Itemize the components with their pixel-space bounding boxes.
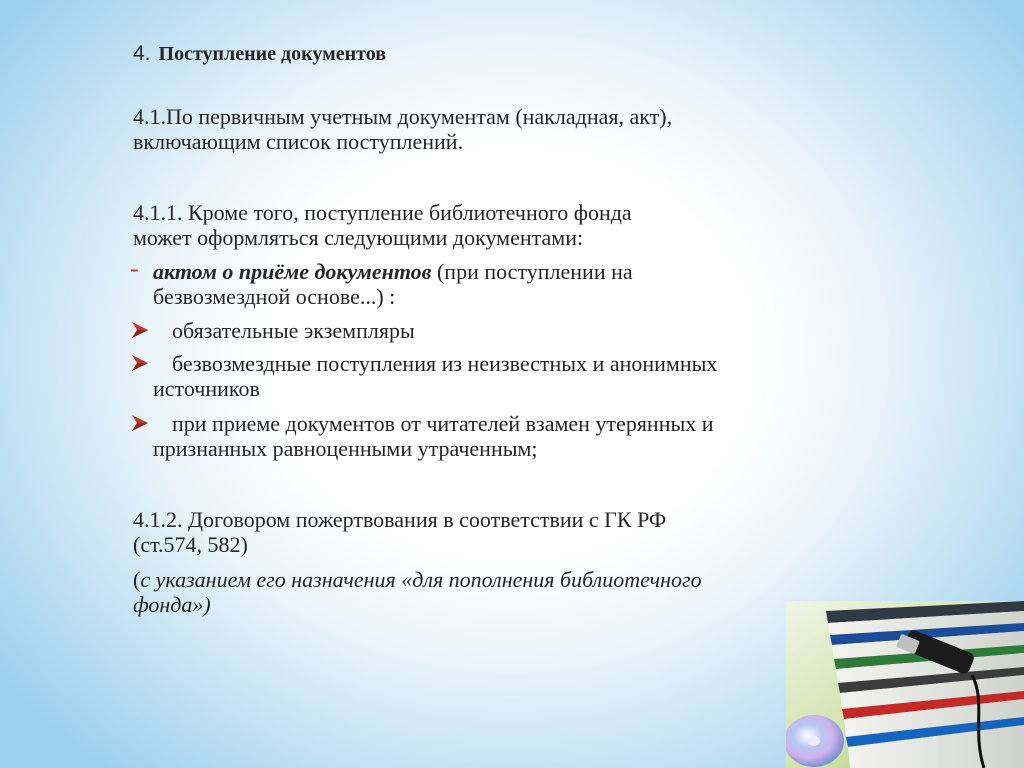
note-line1	[133, 567, 702, 593]
slide-heading	[133, 40, 386, 67]
dash-item-rest-text: (при поступлении на	[431, 259, 633, 284]
section-4-1-line1: 4.1.По первичным учетным документам (накладная, акт),	[133, 104, 673, 129]
heading-title: Поступление документов	[158, 43, 387, 65]
bullet-1-line1: обязательные экземпляры	[172, 318, 415, 343]
dash-marker: -	[130, 254, 139, 283]
note-italic-text: с указанием его назначения «для пополнения библиотечного	[140, 567, 702, 592]
dash-item-bold-text: актом о приёме документов	[153, 259, 432, 284]
note-line2: фонда»)	[133, 592, 211, 617]
dash-item-line1	[153, 259, 633, 285]
books-stack-photo	[786, 601, 1024, 768]
section-4-1-2-line2: (ст.574, 582)	[133, 532, 248, 557]
heading-number: 4.	[133, 42, 151, 65]
section-4-1-line2: включающим список поступлений.	[133, 129, 464, 154]
section-4-1-1-line1: 4.1.1. Кроме того, поступление библиотечного фонда	[133, 200, 632, 225]
section-4-1-2-line1: 4.1.2. Договором пожертвования в соответствии с ГК РФ	[133, 507, 667, 532]
arrow-bullet-icon	[130, 320, 150, 340]
arrow-bullet-icon	[130, 353, 150, 373]
section-4-1-1-line2: может оформляться следующими документами:	[133, 225, 584, 250]
note-open-paren: (	[133, 567, 141, 592]
arrow-bullet-icon	[130, 413, 150, 433]
dash-item-line2: безвозмездной основе...) :	[153, 284, 396, 309]
bullet-3-line2: признанных равноценными утраченным;	[153, 436, 538, 461]
bullet-3-line1: при приеме документов от читателей взамен утерянных и	[172, 411, 714, 436]
bullet-2-line1: безвозмездные поступления из неизвестных и анонимных	[172, 351, 718, 376]
bullet-2-line2: источников	[153, 376, 260, 401]
